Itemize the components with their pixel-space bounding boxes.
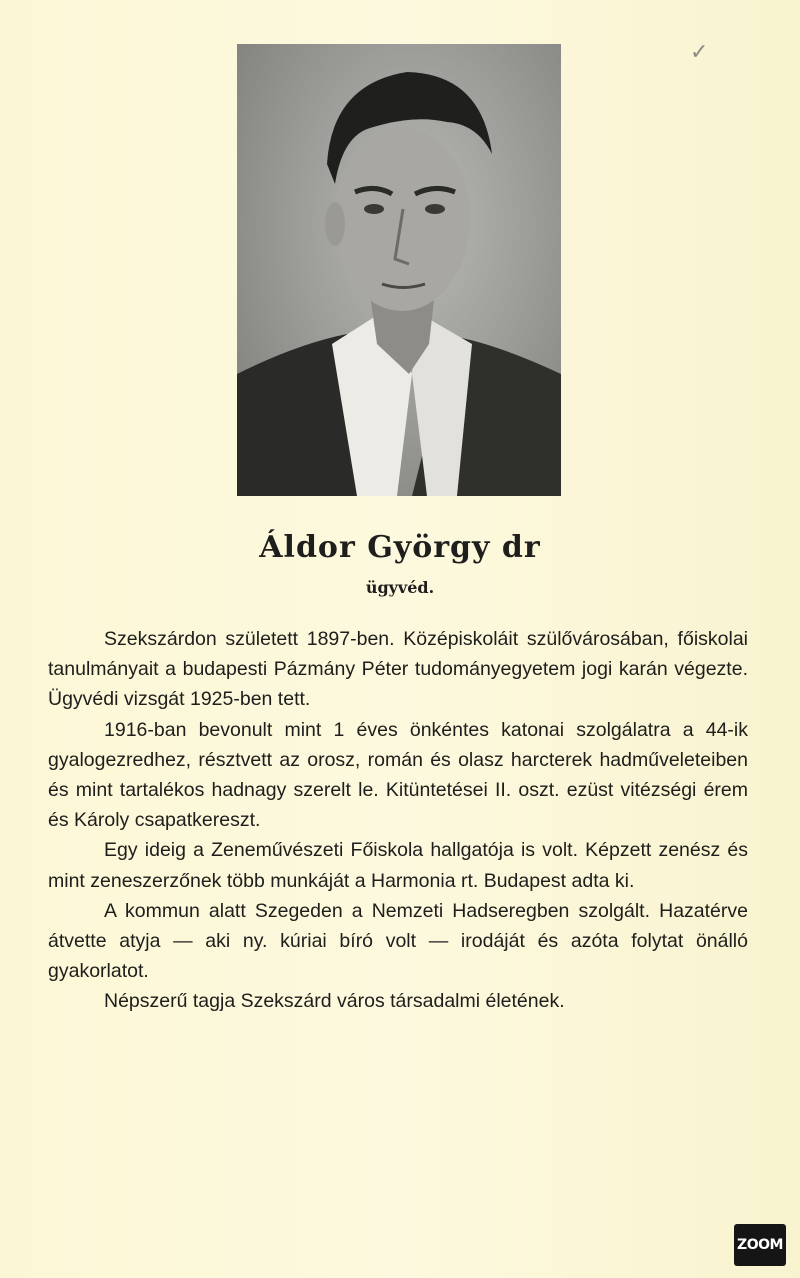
- biography-text: [48, 624, 748, 1017]
- paragraph-career: A kommun alatt Szegeden a Nemzeti Hadseregben szolgált. Hazatérve átvette atyja — aki ny. kúriai bíró volt — irodáját és azóta folytat önálló gyakorlatot.: [48, 899, 748, 983]
- zoom-watermark-logo: ZOOM: [734, 1224, 786, 1266]
- person-name: Áldor György dr: [259, 530, 541, 565]
- paragraph-social: Népszerű tagja Szekszárd város társadalmi életének.: [104, 990, 565, 1013]
- portrait-photo: [237, 44, 561, 496]
- pencil-tick-mark: ✓: [690, 40, 709, 65]
- paragraph-military: 1916-ban bevonult mint 1 éves önkéntes katonai szolgálatra a 44-ik gyalogezredhez, résztvett az orosz, román és olasz harcterek hadműveleteiben és mint tartalékos hadnagy szerelt le. Kitüntetései II. oszt. ezüst vitézségi érem és Károly csapatkereszt.: [48, 718, 748, 832]
- person-profession: ügyvéd.: [365, 578, 435, 597]
- paragraph-music: Egy ideig a Zeneművészeti Főiskola hallgatója is volt. Képzett zenész és mint zeneszerzőnek több munkáját a Harmonia rt. Budapest adta ki.: [48, 839, 748, 892]
- paragraph-birth-education: Szekszárdon született 1897-ben. Középiskoláit szülővárosában, főiskolai tanulmányait a budapesti Pázmány Péter tudományegyetem jogi karán végezte. Ügyvédi vizsgát 1925-ben tett.: [48, 628, 748, 711]
